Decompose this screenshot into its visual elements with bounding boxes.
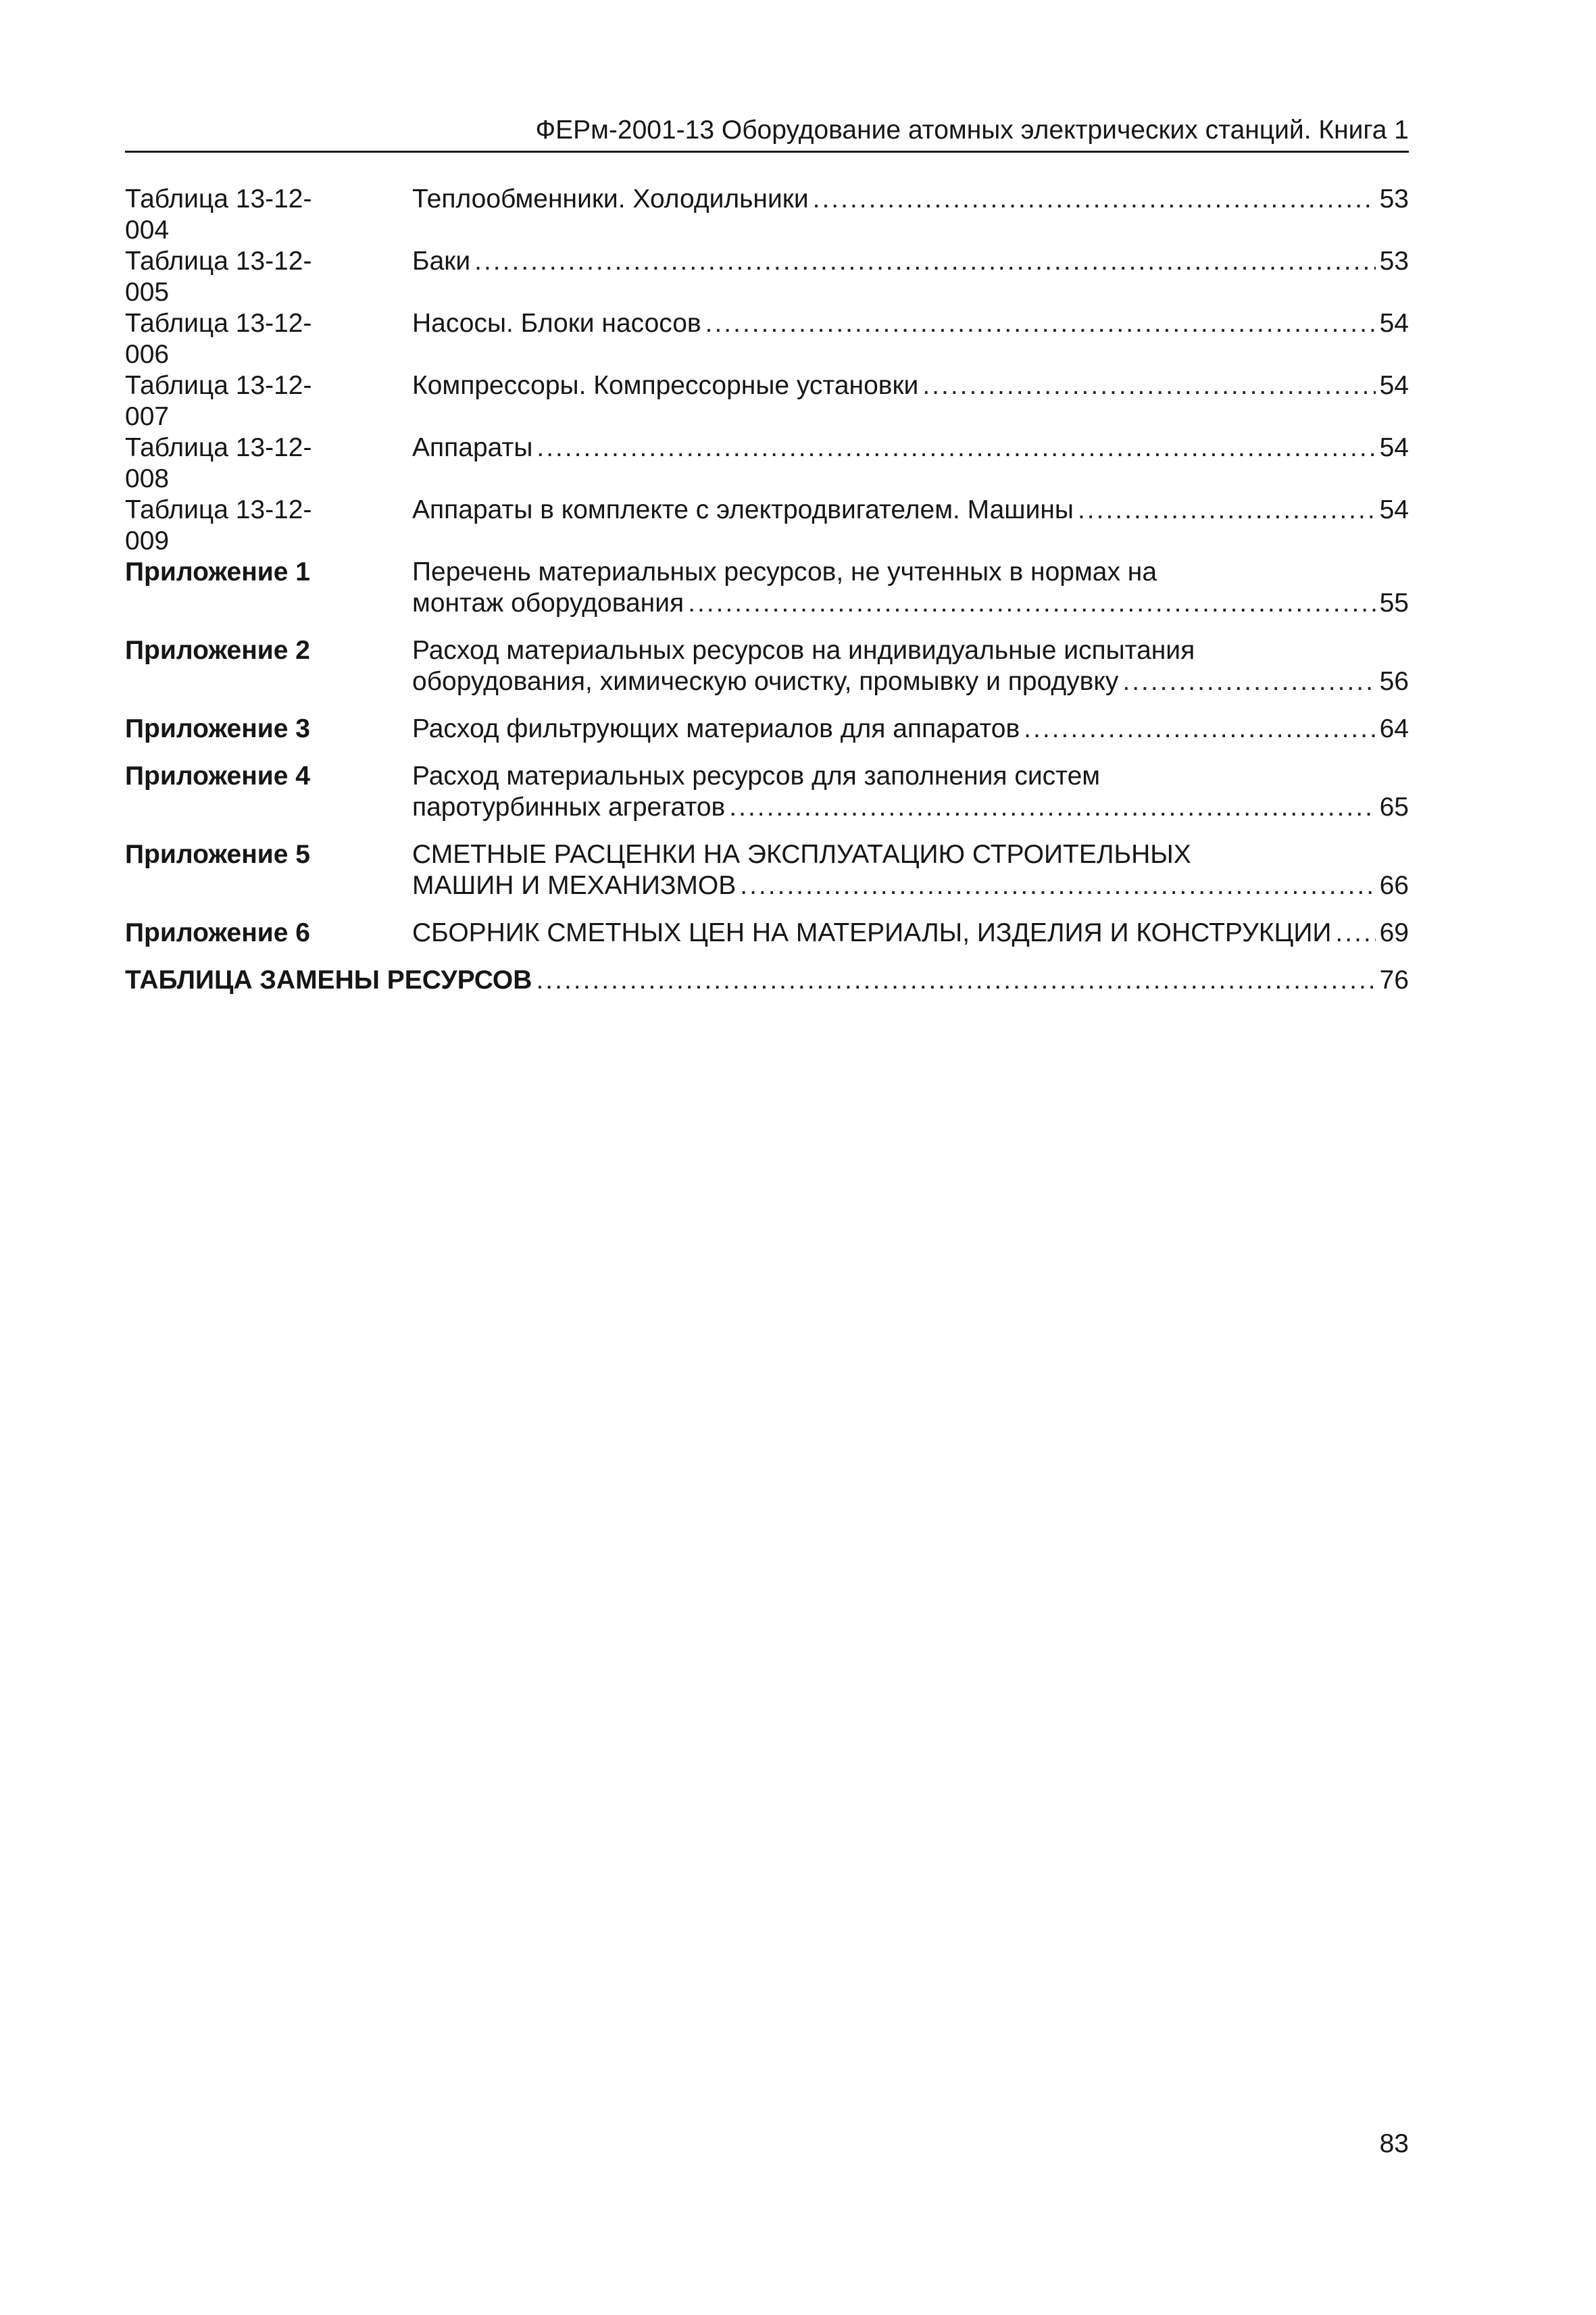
toc-leader <box>1024 714 1375 745</box>
toc-entry-table-006[interactable] <box>125 308 1409 370</box>
toc-label: Приложение 6 <box>125 918 310 947</box>
toc-label: Приложение 4 <box>125 762 310 791</box>
page-number: 83 <box>1379 2129 1409 2158</box>
toc-leader <box>813 184 1376 215</box>
toc-label: Таблица 13-12- 005 <box>125 247 312 307</box>
toc-page: 65 <box>1379 793 1409 822</box>
toc-leader <box>922 370 1375 401</box>
toc-label: Таблица 13-12- 004 <box>125 184 312 245</box>
toc-page: 64 <box>1379 714 1409 743</box>
toc-label: Приложение 5 <box>125 840 310 869</box>
toc-title: Аппараты <box>412 433 533 462</box>
toc-entry-appendix-5[interactable] <box>125 839 1409 918</box>
toc-entry-table-005[interactable] <box>125 246 1409 308</box>
toc-leader <box>688 588 1375 619</box>
toc-leader <box>1122 666 1375 697</box>
toc-label: Таблица 13-12- 007 <box>125 371 312 431</box>
toc-leader <box>1335 918 1375 949</box>
toc-page: 54 <box>1379 433 1409 462</box>
toc-entry-table-008[interactable] <box>125 432 1409 495</box>
toc-entry-table-007[interactable] <box>125 370 1409 432</box>
toc-entry-appendix-6[interactable] <box>125 918 1409 965</box>
toc-title-line1: Расход материальных ресурсов на индивидуальные испытания <box>412 636 1195 665</box>
toc-entry-appendix-2[interactable] <box>125 635 1409 714</box>
toc-page: 66 <box>1379 871 1409 900</box>
toc-title-line2: оборудования, химическую очистку, промывку и продувку <box>412 667 1119 696</box>
toc-title-line1: Перечень материальных ресурсов, не учтенных в нормах на <box>412 557 1157 587</box>
toc-label: Таблица 13-12- 006 <box>125 309 312 369</box>
header-rule <box>125 151 1409 153</box>
toc-title: Теплообменники. Холодильники <box>412 184 809 214</box>
table-of-contents <box>125 184 1409 996</box>
toc-title: ТАБЛИЦА ЗАМЕНЫ РЕСУРСОВ <box>125 966 532 995</box>
toc-page: 53 <box>1379 247 1409 276</box>
toc-title-line2: паротурбинных агрегатов <box>412 793 726 822</box>
toc-title-line1: СМЕТНЫЕ РАСЦЕНКИ НА ЭКСПЛУАТАЦИЮ СТРОИТЕЛЬНЫХ <box>412 840 1191 869</box>
toc-page: 76 <box>1379 966 1409 995</box>
toc-page: 54 <box>1379 495 1409 524</box>
toc-label: Приложение 1 <box>125 557 310 587</box>
toc-entry-table-004[interactable] <box>125 184 1409 246</box>
toc-title: СБОРНИК СМЕТНЫХ ЦЕН НА МАТЕРИАЛЫ, ИЗДЕЛИЯ И КОНСТРУКЦИИ <box>412 918 1332 947</box>
toc-label: Таблица 13-12- 008 <box>125 433 312 493</box>
toc-title: Расход фильтрующих материалов для аппаратов <box>412 714 1020 743</box>
toc-entry-appendix-3[interactable] <box>125 714 1409 761</box>
toc-title: Компрессоры. Компрессорные установки <box>412 371 919 400</box>
toc-leader <box>729 792 1375 823</box>
toc-leader <box>740 870 1375 901</box>
toc-page: 56 <box>1379 667 1409 696</box>
toc-entry-appendix-1[interactable] <box>125 557 1409 635</box>
toc-leader <box>537 432 1375 464</box>
toc-title-line2: МАШИН И МЕХАНИЗМОВ <box>412 871 737 900</box>
toc-title: Баки <box>412 247 471 276</box>
toc-label: Приложение 2 <box>125 636 310 665</box>
toc-entry-table-009[interactable] <box>125 495 1409 557</box>
toc-label: Приложение 3 <box>125 714 310 743</box>
toc-page: 55 <box>1379 589 1409 618</box>
toc-page: 69 <box>1379 918 1409 947</box>
toc-page: 54 <box>1379 371 1409 400</box>
toc-leader <box>536 965 1375 996</box>
toc-entry-appendix-4[interactable] <box>125 761 1409 839</box>
toc-leader <box>474 246 1375 277</box>
toc-title: Аппараты в комплекте с электродвигателем. Машины <box>412 495 1074 524</box>
toc-page: 54 <box>1379 309 1409 338</box>
toc-label: Таблица 13-12- 009 <box>125 495 312 555</box>
toc-title-line1: Расход материальных ресурсов для заполнения систем <box>412 762 1101 791</box>
toc-entry-replacement-table[interactable] <box>125 965 1409 996</box>
toc-leader <box>1078 495 1376 526</box>
toc-leader <box>705 308 1376 339</box>
running-header: ФЕРм-2001-13 Оборудование атомных электрических станций. Книга 1 <box>535 116 1409 145</box>
toc-title-line2: монтаж оборудования <box>412 589 684 618</box>
toc-title: Насосы. Блоки насосов <box>412 309 701 338</box>
toc-page: 53 <box>1379 184 1409 214</box>
